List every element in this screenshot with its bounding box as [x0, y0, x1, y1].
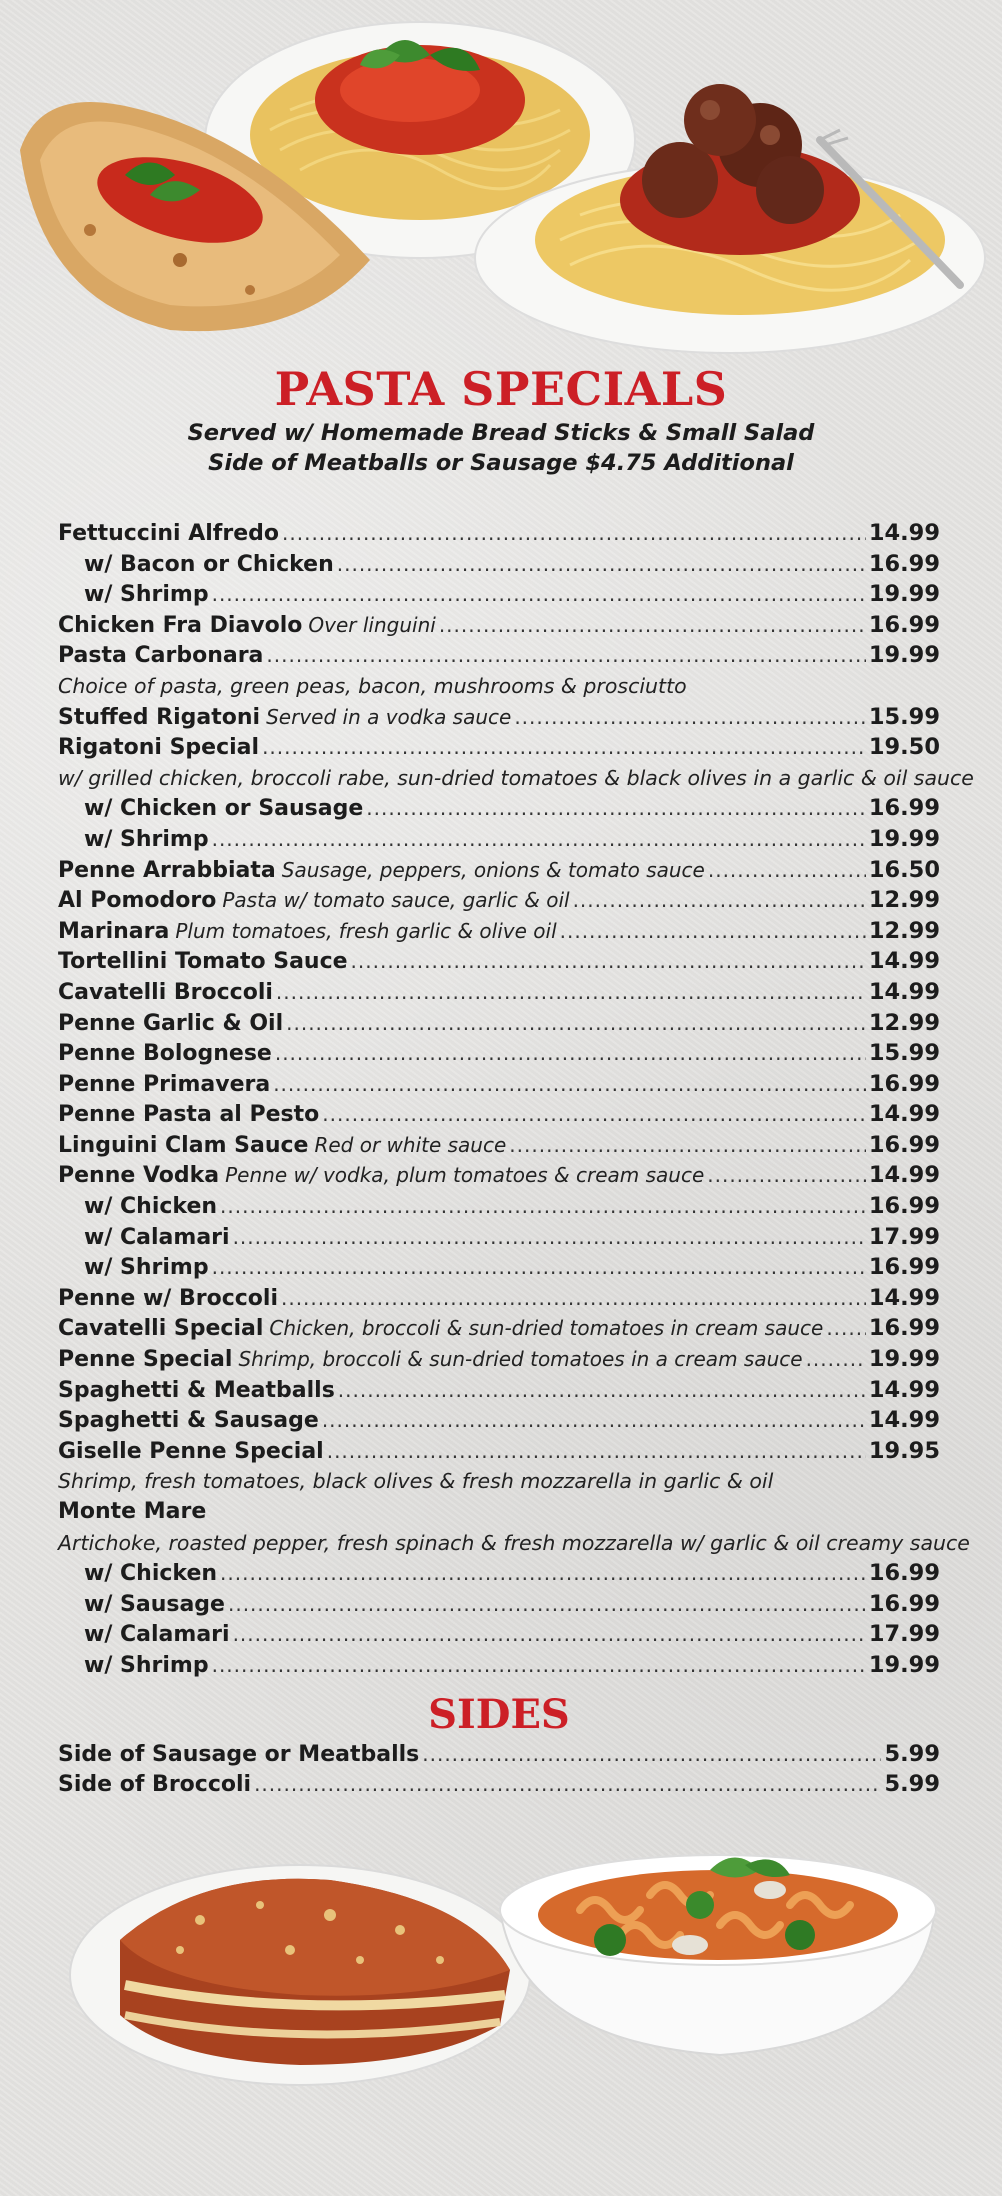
dot-leader — [286, 1008, 866, 1039]
menu-item-option — [58, 1589, 940, 1620]
dot-leader — [282, 518, 866, 549]
item-name: Marinara — [58, 918, 170, 944]
item-name: Penne Primavera — [58, 1071, 271, 1097]
item-inline-description: Shrimp, broccoli & sun-dried tomatoes in a cream sauce — [238, 1347, 803, 1372]
item-name: Pasta Carbonara — [58, 643, 264, 669]
item-name: Stuffed Rigatoni — [58, 704, 261, 730]
item-inline-description: Sausage, peppers, onions & tomato sauce — [281, 857, 705, 882]
dot-leader — [262, 732, 866, 763]
item-price: 16.99 — [868, 1590, 940, 1617]
item-inline-description: Over linguini — [308, 612, 436, 637]
menu-item — [58, 518, 940, 549]
item-name: Penne Garlic & Oil — [58, 1010, 284, 1036]
menu-item — [58, 1344, 940, 1375]
item-name: w/ Sausage — [84, 1591, 225, 1617]
dot-leader — [281, 1283, 866, 1314]
dot-leader — [806, 1344, 866, 1375]
item-inline-description: Plum tomatoes, fresh garlic & olive oil — [175, 918, 557, 943]
item-price: 14.99 — [868, 1162, 940, 1189]
menu-item-option — [58, 549, 940, 580]
item-description: Choice of pasta, green peas, bacon, mushrooms & prosciutto — [58, 673, 687, 698]
item-name: w/ Chicken or Sausage — [84, 796, 364, 822]
item-price: 16.99 — [868, 1193, 940, 1220]
item-price: 14.99 — [868, 1101, 940, 1128]
menu-item-option — [58, 1650, 940, 1681]
item-price: 15.99 — [868, 1040, 940, 1067]
dot-leader — [322, 1405, 866, 1436]
dot-leader — [560, 916, 866, 947]
dot-leader — [273, 1069, 866, 1100]
item-name: w/ Shrimp — [84, 1255, 209, 1281]
subtitle-meatballs: Side of Meatballs or Sausage $4.75 Additional — [208, 450, 794, 476]
menu-item — [58, 1160, 940, 1191]
menu-item — [58, 977, 940, 1008]
item-price: 16.99 — [868, 550, 940, 577]
item-price: 19.99 — [868, 825, 940, 852]
item-name: Cavatelli Broccoli — [58, 979, 273, 1005]
item-price: 16.99 — [868, 1254, 940, 1281]
item-inline-description: Served in a vodka sauce — [266, 704, 512, 729]
dot-leader — [337, 549, 866, 580]
dot-leader — [266, 640, 865, 671]
menu-item — [58, 916, 940, 947]
dot-leader — [826, 1313, 866, 1344]
item-name: w/ Chicken — [84, 1561, 218, 1587]
menu-item — [58, 1497, 940, 1528]
dot-leader — [212, 824, 866, 855]
item-price: 14.99 — [868, 1284, 940, 1311]
side-item — [58, 1739, 940, 1770]
dot-leader — [509, 1130, 866, 1161]
item-name: w/ Bacon or Chicken — [84, 551, 334, 577]
dot-leader — [233, 1222, 866, 1253]
dot-leader — [212, 579, 866, 610]
menu-item — [58, 732, 940, 763]
item-name: Penne Bolognese — [58, 1041, 272, 1067]
item-name: Al Pomodoro — [58, 888, 217, 914]
item-price: 17.99 — [868, 1621, 940, 1648]
item-name: w/ Shrimp — [84, 826, 209, 852]
item-price: 19.99 — [868, 1346, 940, 1373]
dot-leader — [233, 1619, 866, 1650]
dot-leader — [573, 885, 866, 916]
menu-item — [58, 1283, 940, 1314]
hero-food-illustration — [0, 0, 1002, 360]
item-inline-description: Red or white sauce — [314, 1132, 507, 1157]
item-name: w/ Chicken — [84, 1194, 218, 1220]
side-item — [58, 1769, 940, 1800]
dot-leader — [276, 977, 866, 1008]
menu-item — [58, 1130, 940, 1161]
dot-leader — [254, 1769, 881, 1800]
item-name: Spaghetti & Sausage — [58, 1408, 319, 1434]
dot-leader — [707, 1160, 866, 1191]
dot-leader — [422, 1739, 881, 1770]
dot-leader — [228, 1589, 866, 1620]
menu-item — [58, 610, 940, 641]
menu-item — [58, 1038, 940, 1069]
item-name: Monte Mare — [58, 1499, 207, 1524]
dot-leader — [220, 1191, 866, 1222]
dot-leader — [212, 1252, 866, 1283]
dot-leader — [338, 1375, 866, 1406]
item-price: 12.99 — [868, 1009, 940, 1036]
item-price: 19.95 — [868, 1437, 940, 1464]
item-price: 14.99 — [868, 520, 940, 546]
dot-leader — [327, 1436, 866, 1467]
menu-item-option — [58, 1252, 940, 1283]
menu-item — [58, 1008, 940, 1039]
menu-item — [58, 885, 940, 916]
dot-leader — [514, 702, 866, 733]
item-name: Linguini Clam Sauce — [58, 1132, 309, 1158]
item-inline-description: Pasta w/ tomato sauce, garlic & oil — [222, 888, 570, 913]
item-name: Fettuccini Alfredo — [58, 521, 280, 546]
pasta-menu-list — [58, 518, 974, 1800]
item-price: 19.99 — [868, 1651, 940, 1678]
item-price: 16.99 — [868, 611, 940, 638]
item-name: w/ Shrimp — [84, 1652, 209, 1678]
item-name: Tortellini Tomato Sauce — [58, 949, 348, 975]
item-price: 19.99 — [868, 581, 940, 608]
item-description: Artichoke, roasted pepper, fresh spinach & fresh mozzarella w/ garlic & oil creamy sauce — [58, 1530, 970, 1555]
item-name: Chicken Fra Diavolo — [58, 612, 303, 638]
item-name: Cavatelli Special — [58, 1316, 264, 1342]
menu-item — [58, 1375, 940, 1406]
item-name: w/ Calamari — [84, 1224, 230, 1250]
menu-item — [58, 1436, 940, 1467]
menu-item-option — [58, 1619, 940, 1650]
item-description: Shrimp, fresh tomatoes, black olives & fresh mozzarella in garlic & oil — [58, 1469, 774, 1494]
menu-header — [0, 362, 1002, 478]
item-price: 12.99 — [868, 917, 940, 944]
item-price: 16.99 — [868, 795, 940, 822]
item-name: Rigatoni Special — [58, 735, 260, 761]
menu-item-option — [58, 793, 940, 824]
menu-item-option — [58, 579, 940, 610]
item-price: 14.99 — [868, 948, 940, 975]
item-price: 19.50 — [868, 734, 940, 761]
item-price: 5.99 — [884, 1740, 940, 1767]
item-name: Side of Broccoli — [58, 1772, 252, 1798]
item-name: Side of Sausage or Meatballs — [58, 1741, 420, 1767]
dot-leader — [220, 1558, 866, 1589]
item-name: Penne Arrabbiata — [58, 857, 276, 883]
dot-leader — [275, 1038, 866, 1069]
menu-item — [58, 1069, 940, 1100]
dot-leader — [351, 946, 866, 977]
menu-item-option — [58, 1191, 940, 1222]
sides-title: SIDES — [428, 1690, 570, 1738]
item-name: Giselle Penne Special — [58, 1438, 324, 1464]
item-price: 16.99 — [868, 1560, 940, 1587]
item-name: Penne Pasta al Pesto — [58, 1102, 320, 1128]
item-name: Spaghetti & Meatballs — [58, 1377, 335, 1403]
item-price: 14.99 — [868, 1407, 940, 1434]
dot-leader — [212, 1650, 866, 1681]
subtitle-bread-sticks: Served w/ Homemade Bread Sticks & Small Salad — [187, 420, 815, 446]
item-price: 5.99 — [884, 1771, 940, 1798]
item-name: w/ Calamari — [84, 1622, 230, 1648]
item-price: 15.99 — [868, 703, 940, 730]
item-name: Penne Vodka — [58, 1163, 220, 1189]
menu-item-option — [58, 1222, 940, 1253]
menu-item — [58, 640, 940, 671]
menu-item — [58, 702, 940, 733]
item-inline-description: Chicken, broccoli & sun-dried tomatoes in cream sauce — [269, 1316, 824, 1341]
item-name: Penne w/ Broccoli — [58, 1285, 278, 1311]
item-name: Penne Special — [58, 1347, 233, 1373]
menu-item — [58, 1313, 940, 1344]
menu-item-option — [58, 1558, 940, 1589]
page-title: PASTA SPECIALS — [274, 362, 728, 416]
item-price: 17.99 — [868, 1223, 940, 1250]
menu-item-option — [58, 824, 940, 855]
item-price: 16.99 — [868, 1131, 940, 1158]
dot-leader — [439, 610, 866, 641]
bottom-food-illustration — [0, 1810, 1002, 2110]
item-description: w/ grilled chicken, broccoli rabe, sun-dried tomatoes & black olives in a garlic & oil sauce — [58, 765, 974, 790]
item-name: w/ Shrimp — [84, 582, 209, 608]
item-price: 19.99 — [868, 642, 940, 669]
dot-leader — [708, 855, 866, 886]
item-price: 12.99 — [868, 887, 940, 914]
item-price: 14.99 — [868, 1376, 940, 1403]
item-price: 16.99 — [868, 1070, 940, 1097]
item-inline-description: Penne w/ vodka, plum tomatoes & cream sauce — [225, 1163, 705, 1188]
dot-leader — [322, 1099, 866, 1130]
item-price: 16.50 — [868, 856, 940, 883]
dot-leader — [366, 793, 866, 824]
menu-item — [58, 1405, 940, 1436]
menu-item — [58, 946, 940, 977]
item-price: 16.99 — [868, 1315, 940, 1342]
menu-item — [58, 855, 940, 886]
menu-item — [58, 1099, 940, 1130]
item-price: 14.99 — [868, 978, 940, 1005]
